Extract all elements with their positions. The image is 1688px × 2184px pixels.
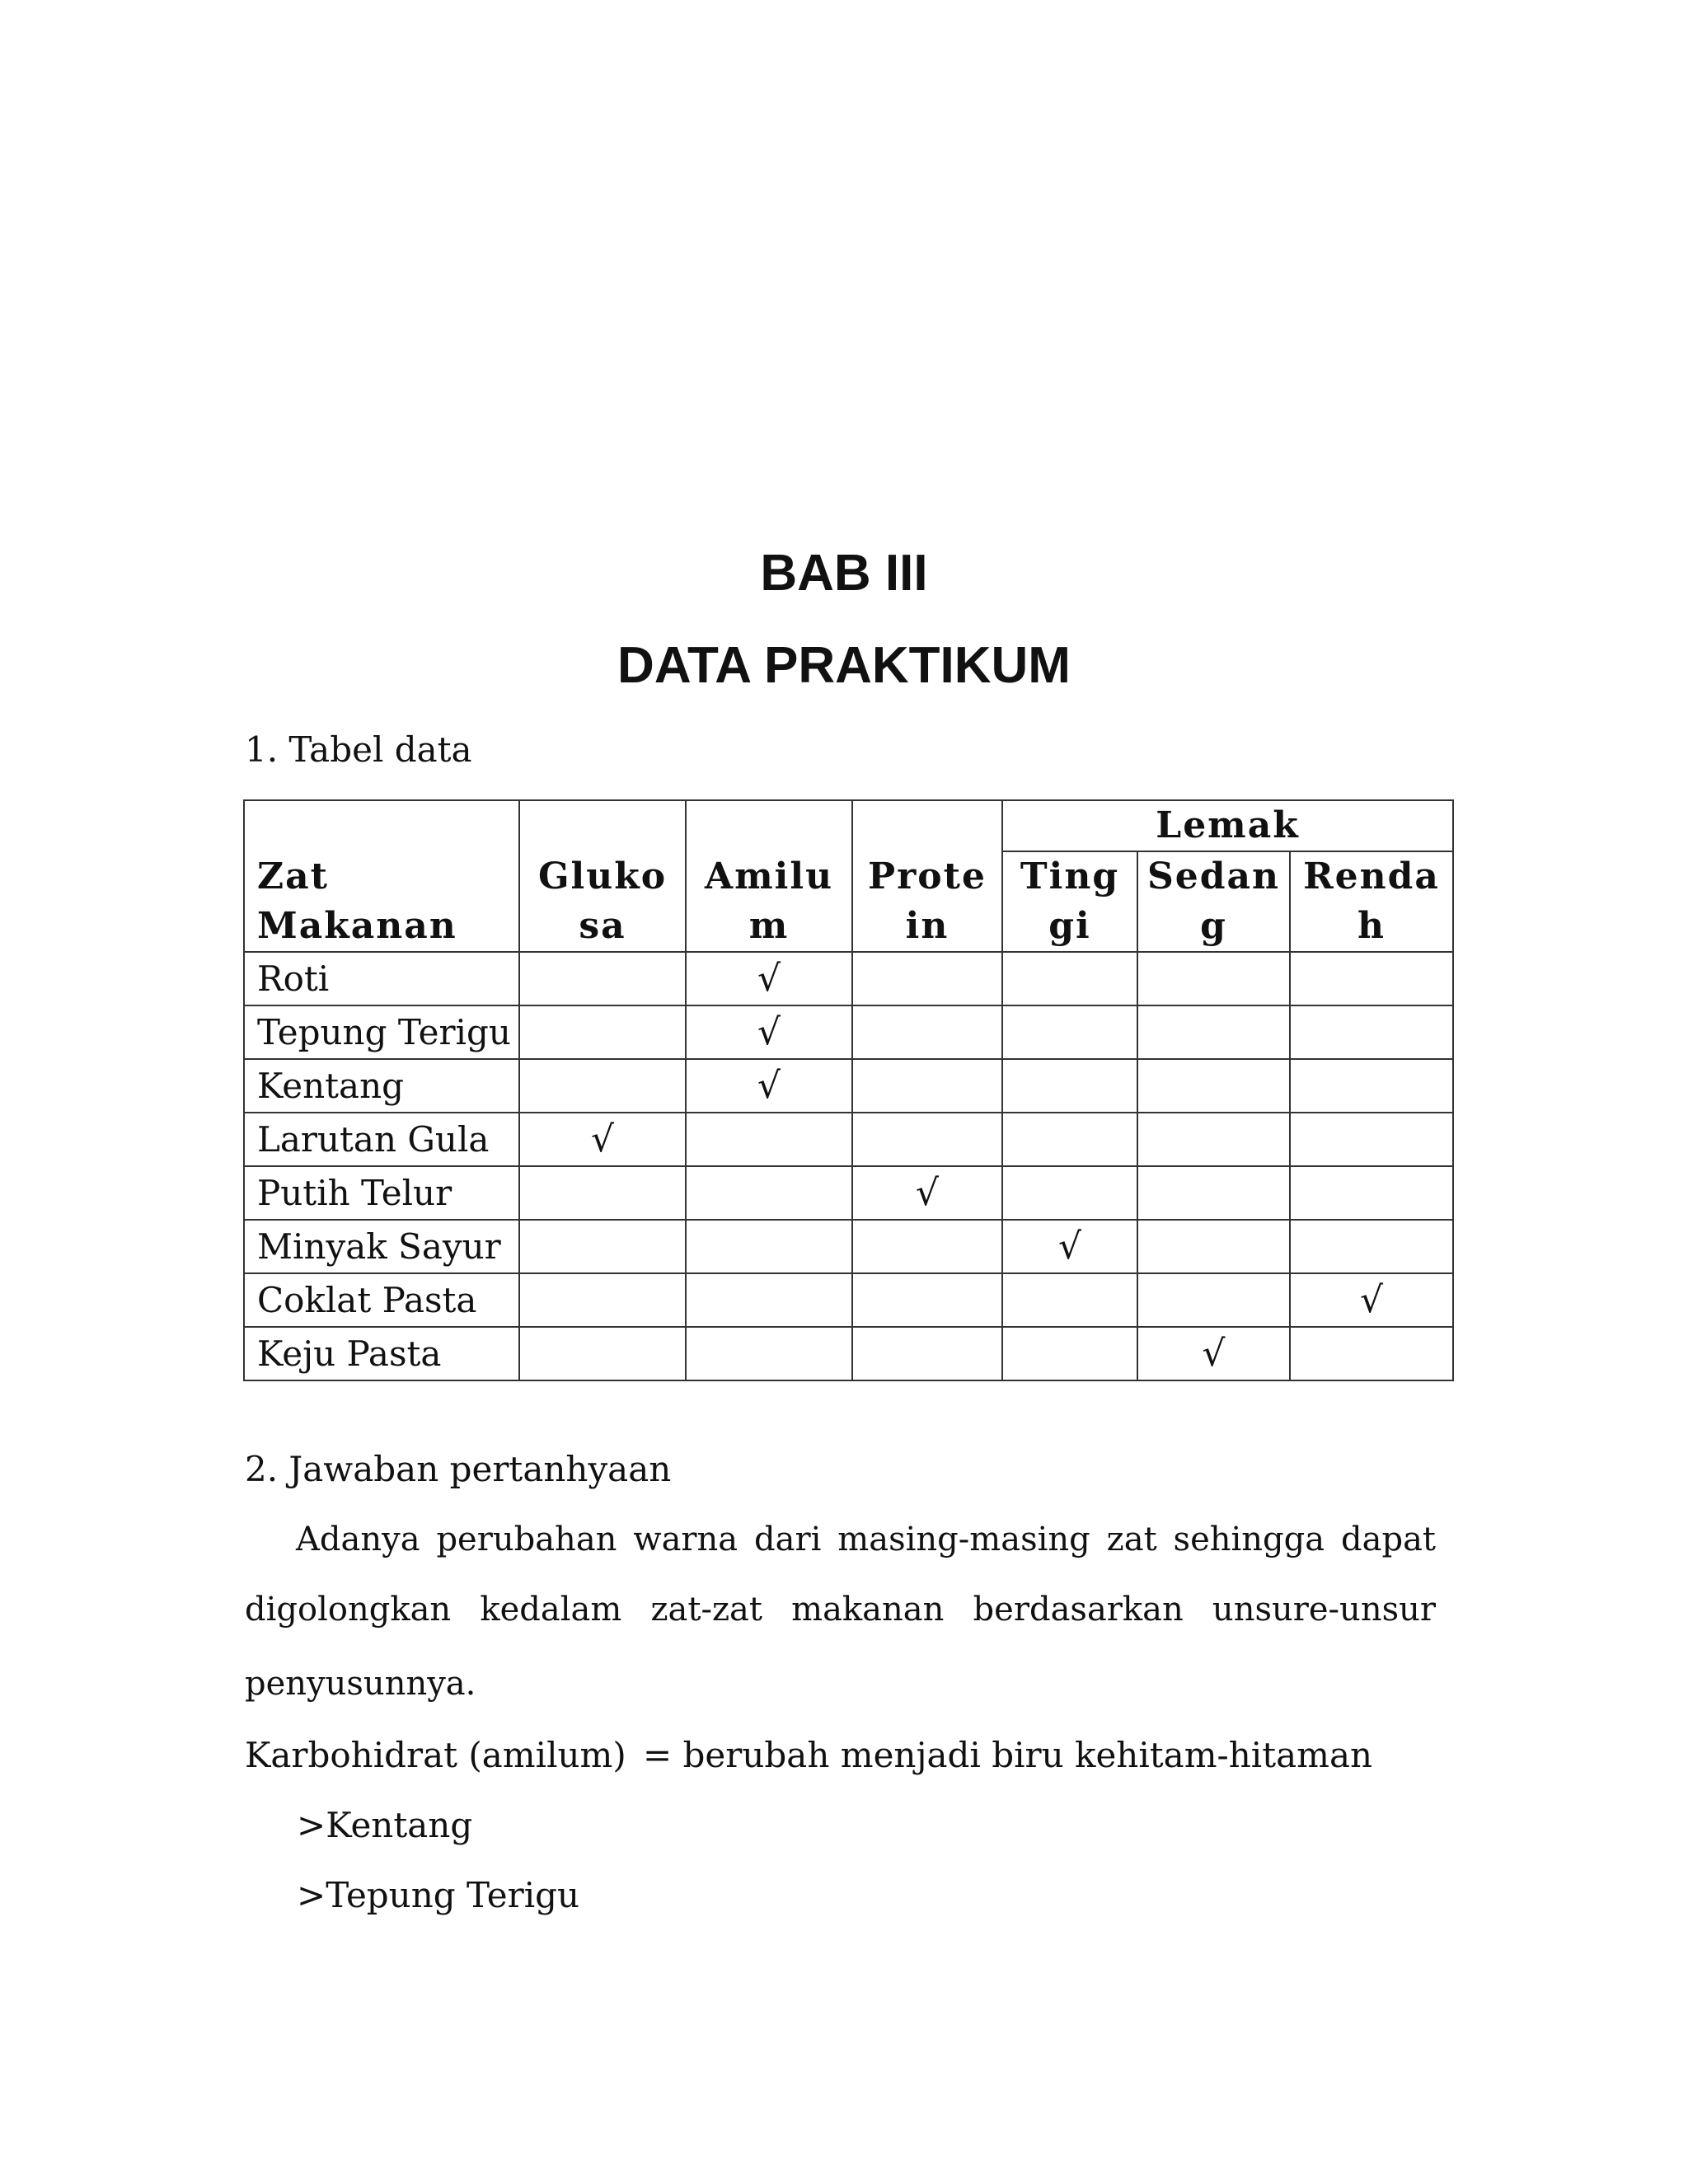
check-cell-sedang bbox=[1137, 1273, 1290, 1327]
check-cell-rendah bbox=[1290, 1005, 1453, 1059]
header-zat-makanan bbox=[244, 800, 519, 952]
food-name: Keju Pasta bbox=[244, 1327, 519, 1380]
header-zat-line1: Zat bbox=[257, 855, 329, 898]
header-tinggi bbox=[1002, 851, 1137, 952]
check-cell-amilum bbox=[686, 1273, 852, 1327]
karbohidrat-label: Karbohidrat (amilum) bbox=[245, 1735, 626, 1775]
header-sedang-line1: Sedan bbox=[1146, 855, 1281, 898]
check-cell-protein bbox=[852, 1005, 1002, 1059]
table-row bbox=[244, 1327, 1453, 1380]
check-cell-amilum bbox=[686, 1113, 852, 1166]
table-row bbox=[244, 1273, 1453, 1327]
header-glukosa-line1: Gluko bbox=[537, 855, 668, 898]
chapter-title: BAB III bbox=[760, 545, 928, 602]
check-cell-rendah bbox=[1290, 1113, 1453, 1166]
header-tinggi-line2: gi bbox=[1048, 905, 1091, 947]
check-cell-protein bbox=[852, 1113, 1002, 1166]
check-cell-rendah bbox=[1290, 952, 1453, 1005]
header-zat-line2: Makanan bbox=[257, 905, 457, 947]
check-cell-sedang bbox=[1137, 1166, 1290, 1220]
check-cell-sedang: √ bbox=[1137, 1327, 1290, 1380]
check-cell-amilum: √ bbox=[686, 952, 852, 1005]
header-sedang bbox=[1137, 851, 1290, 952]
paragraph-line-2: digolongkan kedalam zat-zat makanan berdasarkan unsure-unsur bbox=[245, 1591, 1436, 1629]
check-cell-protein bbox=[852, 1059, 1002, 1113]
food-name: Putih Telur bbox=[244, 1166, 519, 1220]
food-name: Coklat Pasta bbox=[244, 1273, 519, 1327]
table-row bbox=[244, 952, 1453, 1005]
check-cell-glukosa bbox=[519, 1166, 686, 1220]
check-cell-protein bbox=[852, 1220, 1002, 1273]
check-cell-rendah bbox=[1290, 1166, 1453, 1220]
food-name: Kentang bbox=[244, 1059, 519, 1113]
check-cell-glukosa: √ bbox=[519, 1113, 686, 1166]
check-cell-rendah bbox=[1290, 1327, 1453, 1380]
check-cell-tinggi bbox=[1002, 1005, 1137, 1059]
check-cell-amilum bbox=[686, 1166, 852, 1220]
check-cell-protein bbox=[852, 1327, 1002, 1380]
check-cell-glukosa bbox=[519, 1327, 686, 1380]
header-rendah-line2: h bbox=[1357, 905, 1386, 947]
check-cell-glukosa bbox=[519, 952, 686, 1005]
check-cell-tinggi bbox=[1002, 1059, 1137, 1113]
table-row bbox=[244, 1220, 1453, 1273]
check-cell-sedang bbox=[1137, 952, 1290, 1005]
header-lemak: Lemak bbox=[1002, 800, 1453, 851]
check-cell-amilum bbox=[686, 1220, 852, 1273]
check-cell-sedang bbox=[1137, 1220, 1290, 1273]
paragraph-line-1: Adanya perubahan warna dari masing-masing zat sehingga dapat bbox=[296, 1521, 1436, 1558]
food-name: Roti bbox=[244, 952, 519, 1005]
check-cell-glukosa bbox=[519, 1220, 686, 1273]
check-cell-tinggi bbox=[1002, 1327, 1137, 1380]
check-cell-amilum: √ bbox=[686, 1059, 852, 1113]
header-rendah-line1: Renda bbox=[1303, 855, 1440, 898]
check-cell-sedang bbox=[1137, 1059, 1290, 1113]
food-name: Larutan Gula bbox=[244, 1113, 519, 1166]
table-row bbox=[244, 1166, 1453, 1220]
table-row bbox=[244, 1005, 1453, 1059]
check-cell-protein bbox=[852, 952, 1002, 1005]
data-table bbox=[243, 799, 1454, 1381]
header-protein-line1: Prote bbox=[868, 855, 987, 898]
header-amilum-line2: m bbox=[748, 905, 790, 947]
header-sedang-line2: g bbox=[1200, 905, 1227, 947]
list-item: >Kentang bbox=[297, 1805, 473, 1845]
header-rendah bbox=[1290, 851, 1453, 952]
header-protein bbox=[852, 800, 1002, 952]
table-row bbox=[244, 1113, 1453, 1166]
check-cell-glukosa bbox=[519, 1059, 686, 1113]
food-name: Minyak Sayur bbox=[244, 1220, 519, 1273]
check-cell-tinggi bbox=[1002, 1113, 1137, 1166]
section-heading-table: 1. Tabel data bbox=[245, 729, 472, 770]
section-heading-answers: 2. Jawaban pertanhyaan bbox=[245, 1449, 672, 1489]
check-cell-protein bbox=[852, 1273, 1002, 1327]
check-cell-tinggi bbox=[1002, 952, 1137, 1005]
check-cell-glukosa bbox=[519, 1273, 686, 1327]
karbohidrat-value: = berubah menjadi biru kehitam-hitaman bbox=[643, 1735, 1373, 1775]
check-cell-amilum bbox=[686, 1327, 852, 1380]
header-glukosa bbox=[519, 800, 686, 952]
check-cell-tinggi: √ bbox=[1002, 1220, 1137, 1273]
check-cell-protein: √ bbox=[852, 1166, 1002, 1220]
header-glukosa-line2: sa bbox=[579, 905, 626, 947]
header-amilum-line1: Amilu bbox=[704, 855, 834, 898]
check-cell-sedang bbox=[1137, 1113, 1290, 1166]
check-cell-amilum: √ bbox=[686, 1005, 852, 1059]
header-tinggi-line1: Ting bbox=[1020, 855, 1120, 898]
header-protein-line2: in bbox=[905, 905, 950, 947]
check-cell-tinggi bbox=[1002, 1166, 1137, 1220]
check-cell-rendah bbox=[1290, 1220, 1453, 1273]
food-name: Tepung Terigu bbox=[244, 1005, 519, 1059]
check-cell-rendah bbox=[1290, 1059, 1453, 1113]
paragraph-line-3: penyusunnya. bbox=[245, 1665, 476, 1703]
check-cell-rendah: √ bbox=[1290, 1273, 1453, 1327]
list-item: >Tepung Terigu bbox=[297, 1875, 580, 1915]
table-row bbox=[244, 1059, 1453, 1113]
header-amilum bbox=[686, 800, 852, 952]
check-cell-glukosa bbox=[519, 1005, 686, 1059]
check-cell-tinggi bbox=[1002, 1273, 1137, 1327]
chapter-subtitle: DATA PRAKTIKUM bbox=[617, 637, 1071, 694]
check-cell-sedang bbox=[1137, 1005, 1290, 1059]
